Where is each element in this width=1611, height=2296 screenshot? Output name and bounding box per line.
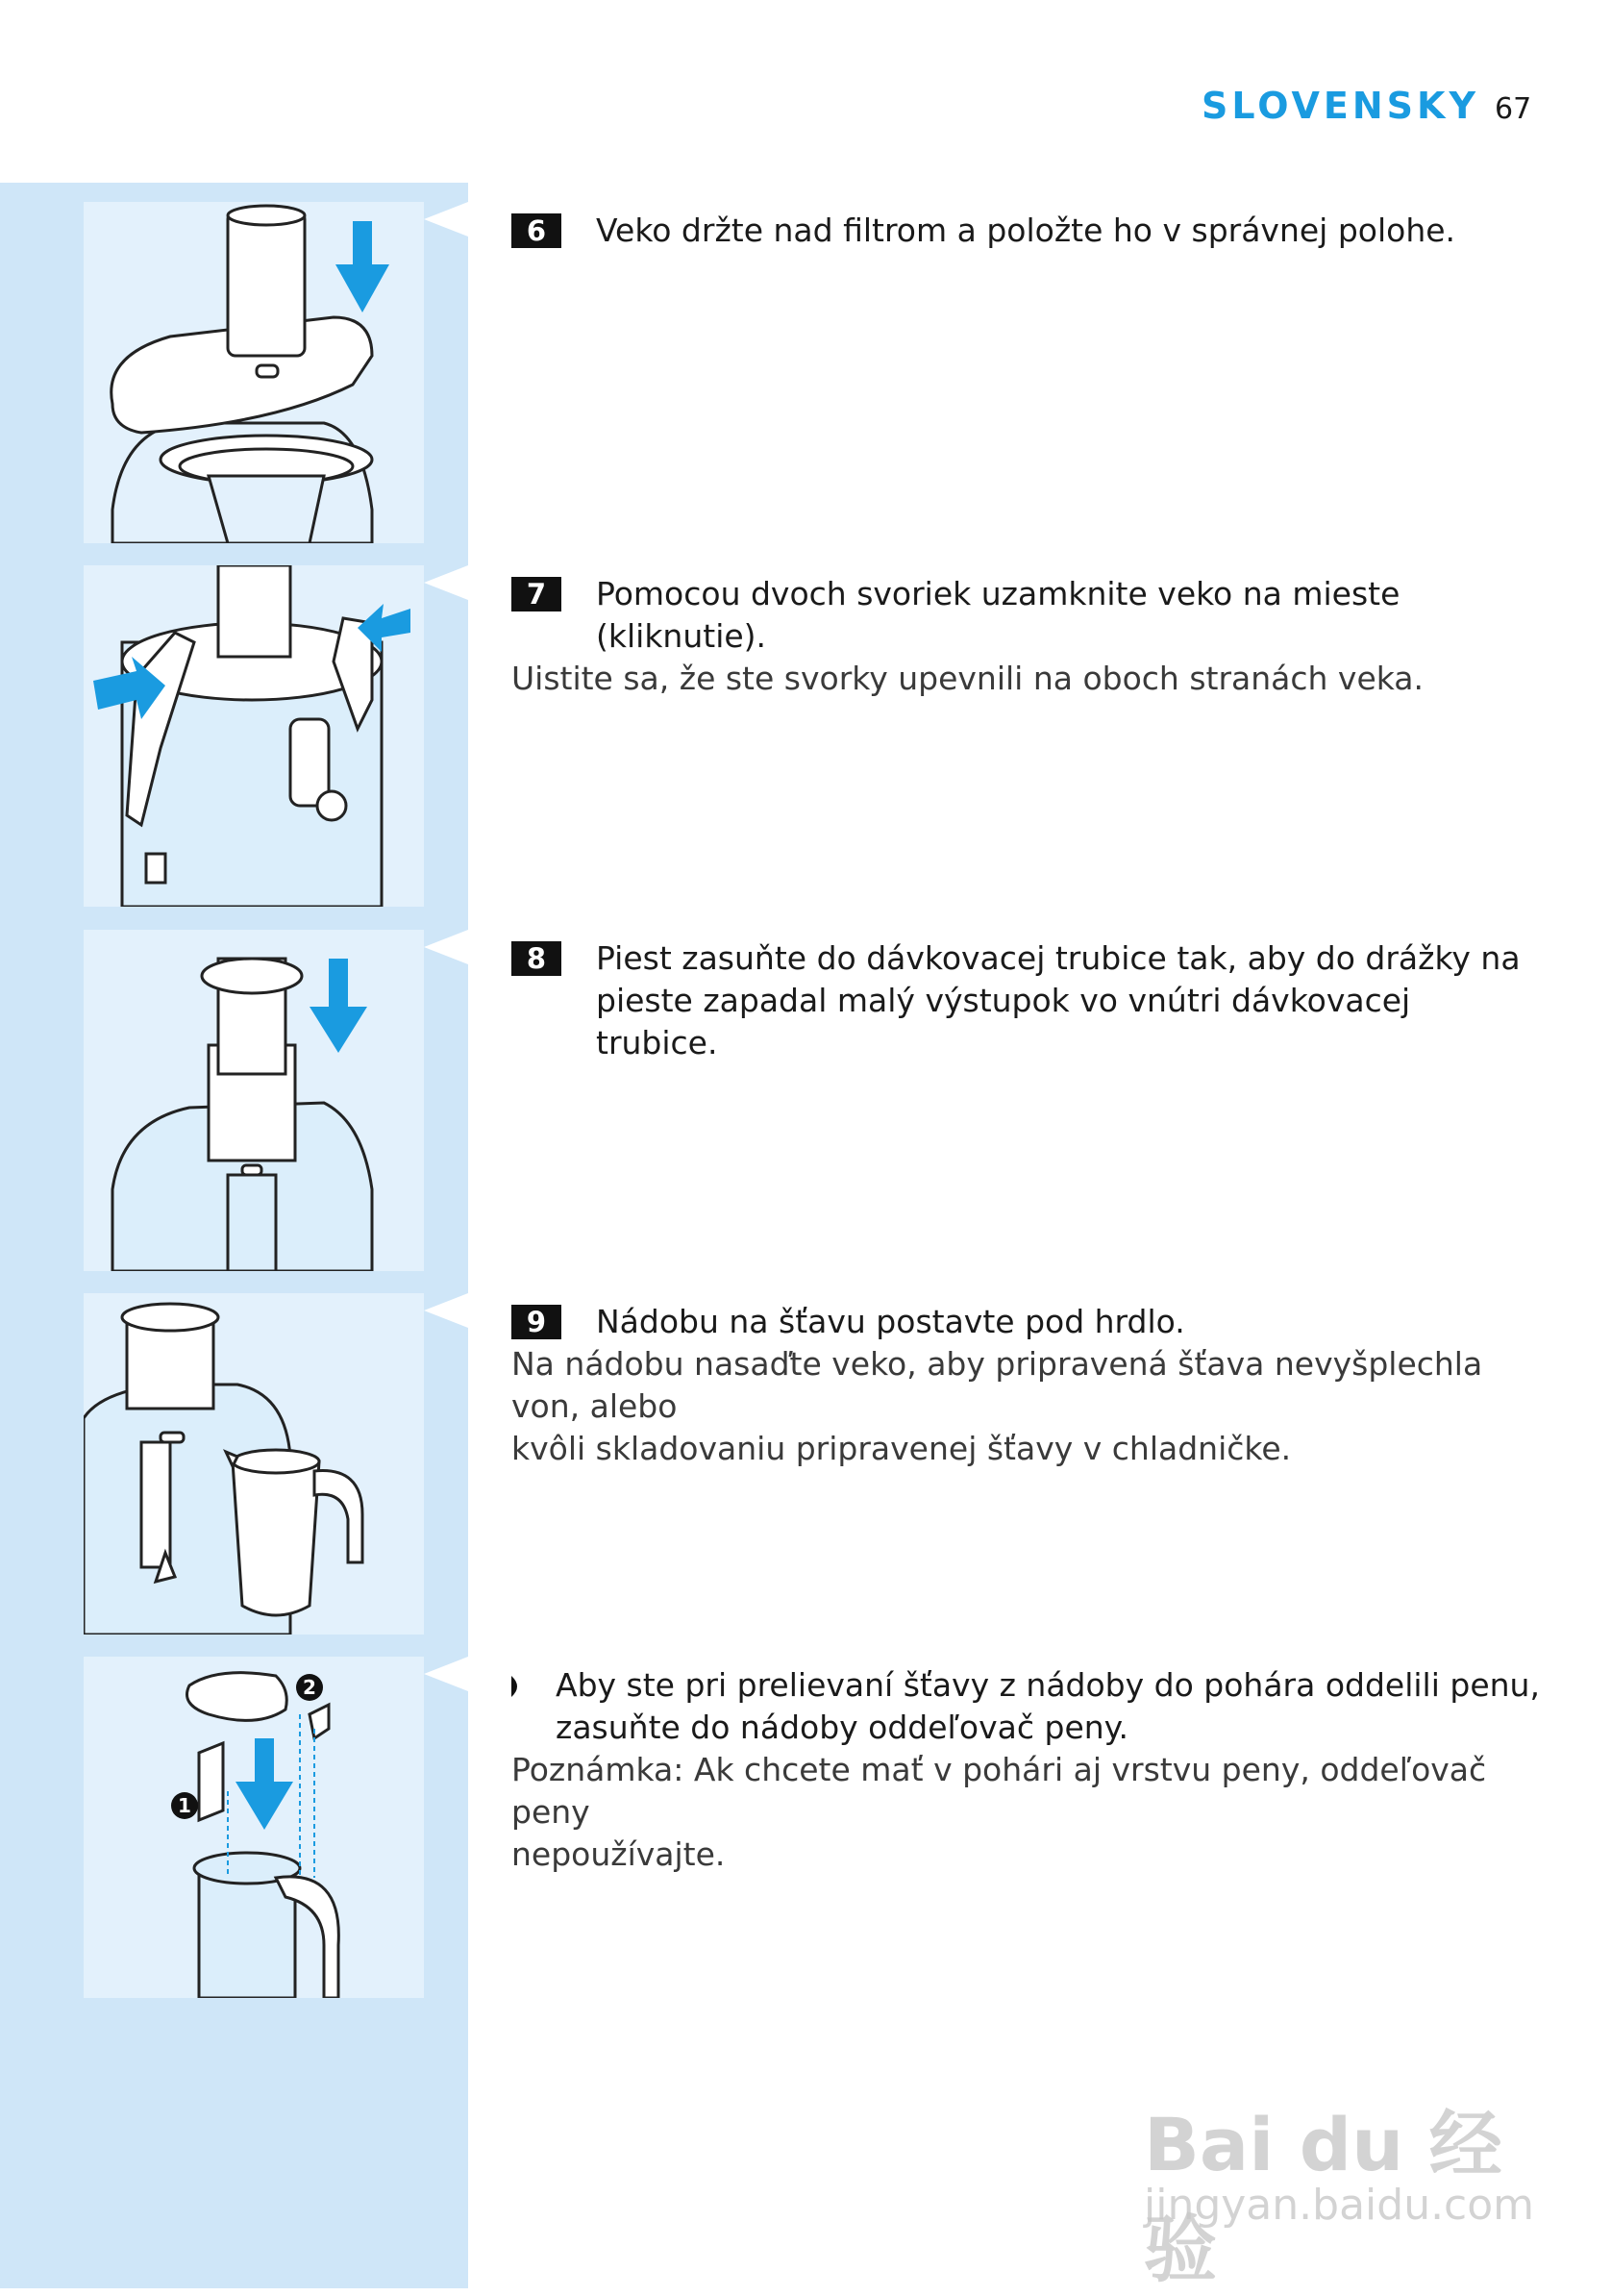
illustration-froth-separator	[84, 1657, 424, 1998]
step-9-instruction	[511, 1301, 1540, 1343]
tip-note-1: Poznámka: Ak chcete mať v pohári aj vrstvu peny, oddeľovač peny	[511, 1751, 1487, 1831]
watermark-logo-text: Bai du 经验	[1144, 2102, 1502, 2292]
juice-jug-icon	[84, 1293, 424, 1635]
froth-separator-icon	[84, 1657, 424, 1998]
step-6-text: Veko držte nad filtrom a položte ho v správnej polohe.	[596, 212, 1456, 249]
step-8-instruction-cont	[511, 980, 1540, 1064]
page-number: 67	[1495, 92, 1532, 126]
step-8	[511, 937, 1540, 1064]
pusher-icon	[84, 930, 424, 1271]
illustration-pusher	[84, 930, 424, 1271]
clamp-lock-icon	[84, 565, 424, 907]
illustration-jug	[84, 1293, 424, 1635]
step-7-detail: Uistite sa, že ste svorky upevnili na oboch stranách veka.	[511, 660, 1425, 697]
step-7-number: 7	[511, 577, 561, 611]
tip-text-2: zasuňte do nádoby oddeľovač peny.	[556, 1709, 1128, 1746]
callout-two: 2	[303, 1676, 316, 1699]
tip-text-1: Aby ste pri prelievaní šťavy z nádoby do pohára oddelili penu,	[556, 1666, 1540, 1704]
tip-line-1	[511, 1664, 1540, 1707]
step-9-detail: Na nádobu nasaďte veko, aby pripravená šťava nevyšplechla von, alebo	[511, 1345, 1483, 1425]
panel-pointer	[424, 1657, 468, 1691]
panel-pointer	[424, 202, 468, 237]
tip-note-2: nepoužívajte.	[511, 1835, 726, 1873]
step-9	[511, 1301, 1540, 1470]
step-7	[511, 573, 1540, 700]
step-8-text: Piest zasuňte do dávkovacej trubice tak, aby do drážky na	[596, 939, 1521, 977]
bullet-icon	[511, 1676, 523, 1697]
step-8-text-2: pieste zapadal malý výstupok vo vnútri dávkovacej trubice.	[596, 982, 1411, 1061]
illustration-lid-placement	[84, 202, 424, 543]
step-7-instruction	[511, 573, 1540, 658]
panel-pointer	[424, 1293, 468, 1328]
step-8-instruction	[511, 937, 1540, 980]
panel-pointer	[424, 930, 468, 964]
language-header: SLOVENSKY	[1202, 85, 1480, 127]
juicer-lid-icon	[84, 202, 424, 543]
step-7-text: Pomocou dvoch svoriek uzamknite veko na mieste (kliknutie).	[596, 575, 1400, 655]
step-6	[511, 210, 1540, 252]
step-6-number: 6	[511, 213, 561, 248]
baidu-watermark	[1144, 2067, 1548, 2292]
panel-pointer	[424, 565, 468, 600]
tip-line-2	[511, 1707, 1540, 1749]
step-9-text: Nádobu na šťavu postavte pod hrdlo.	[596, 1303, 1185, 1340]
step-8-number: 8	[511, 941, 561, 976]
froth-separator-tip	[511, 1664, 1540, 1876]
callout-one: 1	[178, 1794, 191, 1817]
step-9-number: 9	[511, 1305, 561, 1339]
illustration-clamps	[84, 565, 424, 907]
step-9-detail-2: kvôli skladovaniu pripravenej šťavy v chladničke.	[511, 1430, 1292, 1467]
watermark-url: jingyan.baidu.com	[1144, 2181, 1535, 2230]
step-6-instruction	[511, 210, 1540, 252]
